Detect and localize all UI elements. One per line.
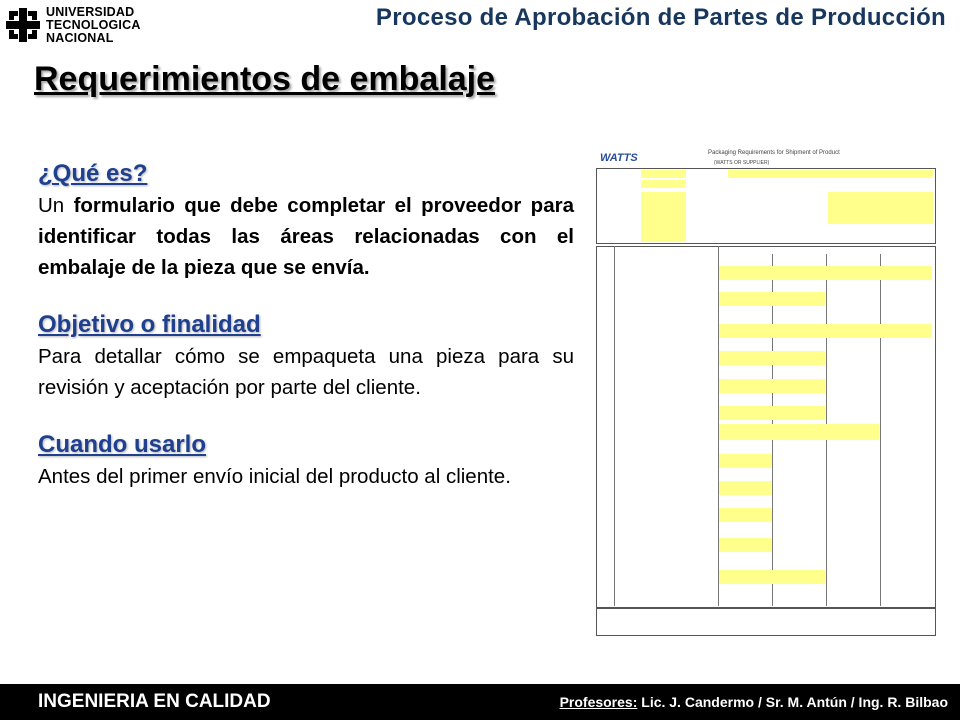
- form-field: [719, 406, 825, 420]
- header-title: Proceso de Aprobación de Partes de Producción: [375, 4, 946, 31]
- section-heading-cuando: Cuando usarlo: [38, 431, 207, 458]
- form-field: [719, 538, 772, 552]
- logo-line-2: TECNOLOGICA: [46, 17, 141, 32]
- footer-professors: [560, 694, 948, 710]
- form-field: [641, 192, 686, 242]
- form-field: [641, 180, 686, 188]
- content-body: [38, 160, 574, 520]
- form-title: Packaging Requirements for Shipment of Product: [708, 150, 840, 156]
- footer-course: INGENIERIA EN CALIDAD: [38, 691, 271, 712]
- form-field: [719, 424, 879, 440]
- form-footer-grid: [596, 608, 936, 636]
- utn-emblem-icon: [6, 8, 40, 42]
- section-heading-que-es: ¿Qué es?: [38, 160, 148, 187]
- university-logo: [6, 4, 196, 46]
- form-field: [719, 570, 825, 584]
- section-body-cuando: Antes del primer envío inicial del producto al cliente.: [38, 465, 511, 488]
- form-divider: [614, 246, 615, 606]
- section-heading-objetivo: Objetivo o finalidad: [38, 311, 261, 338]
- form-field: [719, 481, 772, 495]
- packaging-form-image: [596, 146, 938, 666]
- form-field: [719, 379, 825, 393]
- footer-professors-label: Profesores:: [559, 694, 638, 710]
- watts-logo: WATTS: [600, 152, 638, 164]
- section-body-objetivo: Para detallar cómo se empaqueta una pieza para su revisión y aceptación por parte del cliente.: [38, 345, 574, 399]
- body-bold: formulario que debe completar el proveedor para identificar todas las áreas relacionadas con el embalaje de la pieza que se envía.: [38, 194, 574, 279]
- body-pre: Un: [38, 194, 74, 217]
- logo-text: [46, 6, 141, 45]
- form-field: [641, 170, 686, 178]
- form-field: [719, 351, 825, 365]
- form-field: [719, 324, 932, 338]
- form-divider: [880, 254, 881, 606]
- slide-title: Requerimientos de embalaje: [34, 60, 496, 98]
- section-body-que-es: [38, 190, 574, 283]
- logo-line-1: UNIVERSIDAD: [46, 4, 135, 19]
- footer-bar: [0, 684, 960, 720]
- form-field: [719, 454, 772, 468]
- form-field: [719, 292, 825, 306]
- form-subtitle: (WATTS OR SUPPLIER): [714, 160, 770, 166]
- form-field: [719, 508, 772, 522]
- form-field: [728, 170, 933, 178]
- footer-professors-names: Lic. J. Candermo / Sr. M. Antún / Ing. R. Bilbao: [637, 694, 948, 710]
- form-field: [828, 192, 933, 224]
- logo-line-3: NACIONAL: [46, 30, 114, 45]
- form-field: [719, 266, 932, 280]
